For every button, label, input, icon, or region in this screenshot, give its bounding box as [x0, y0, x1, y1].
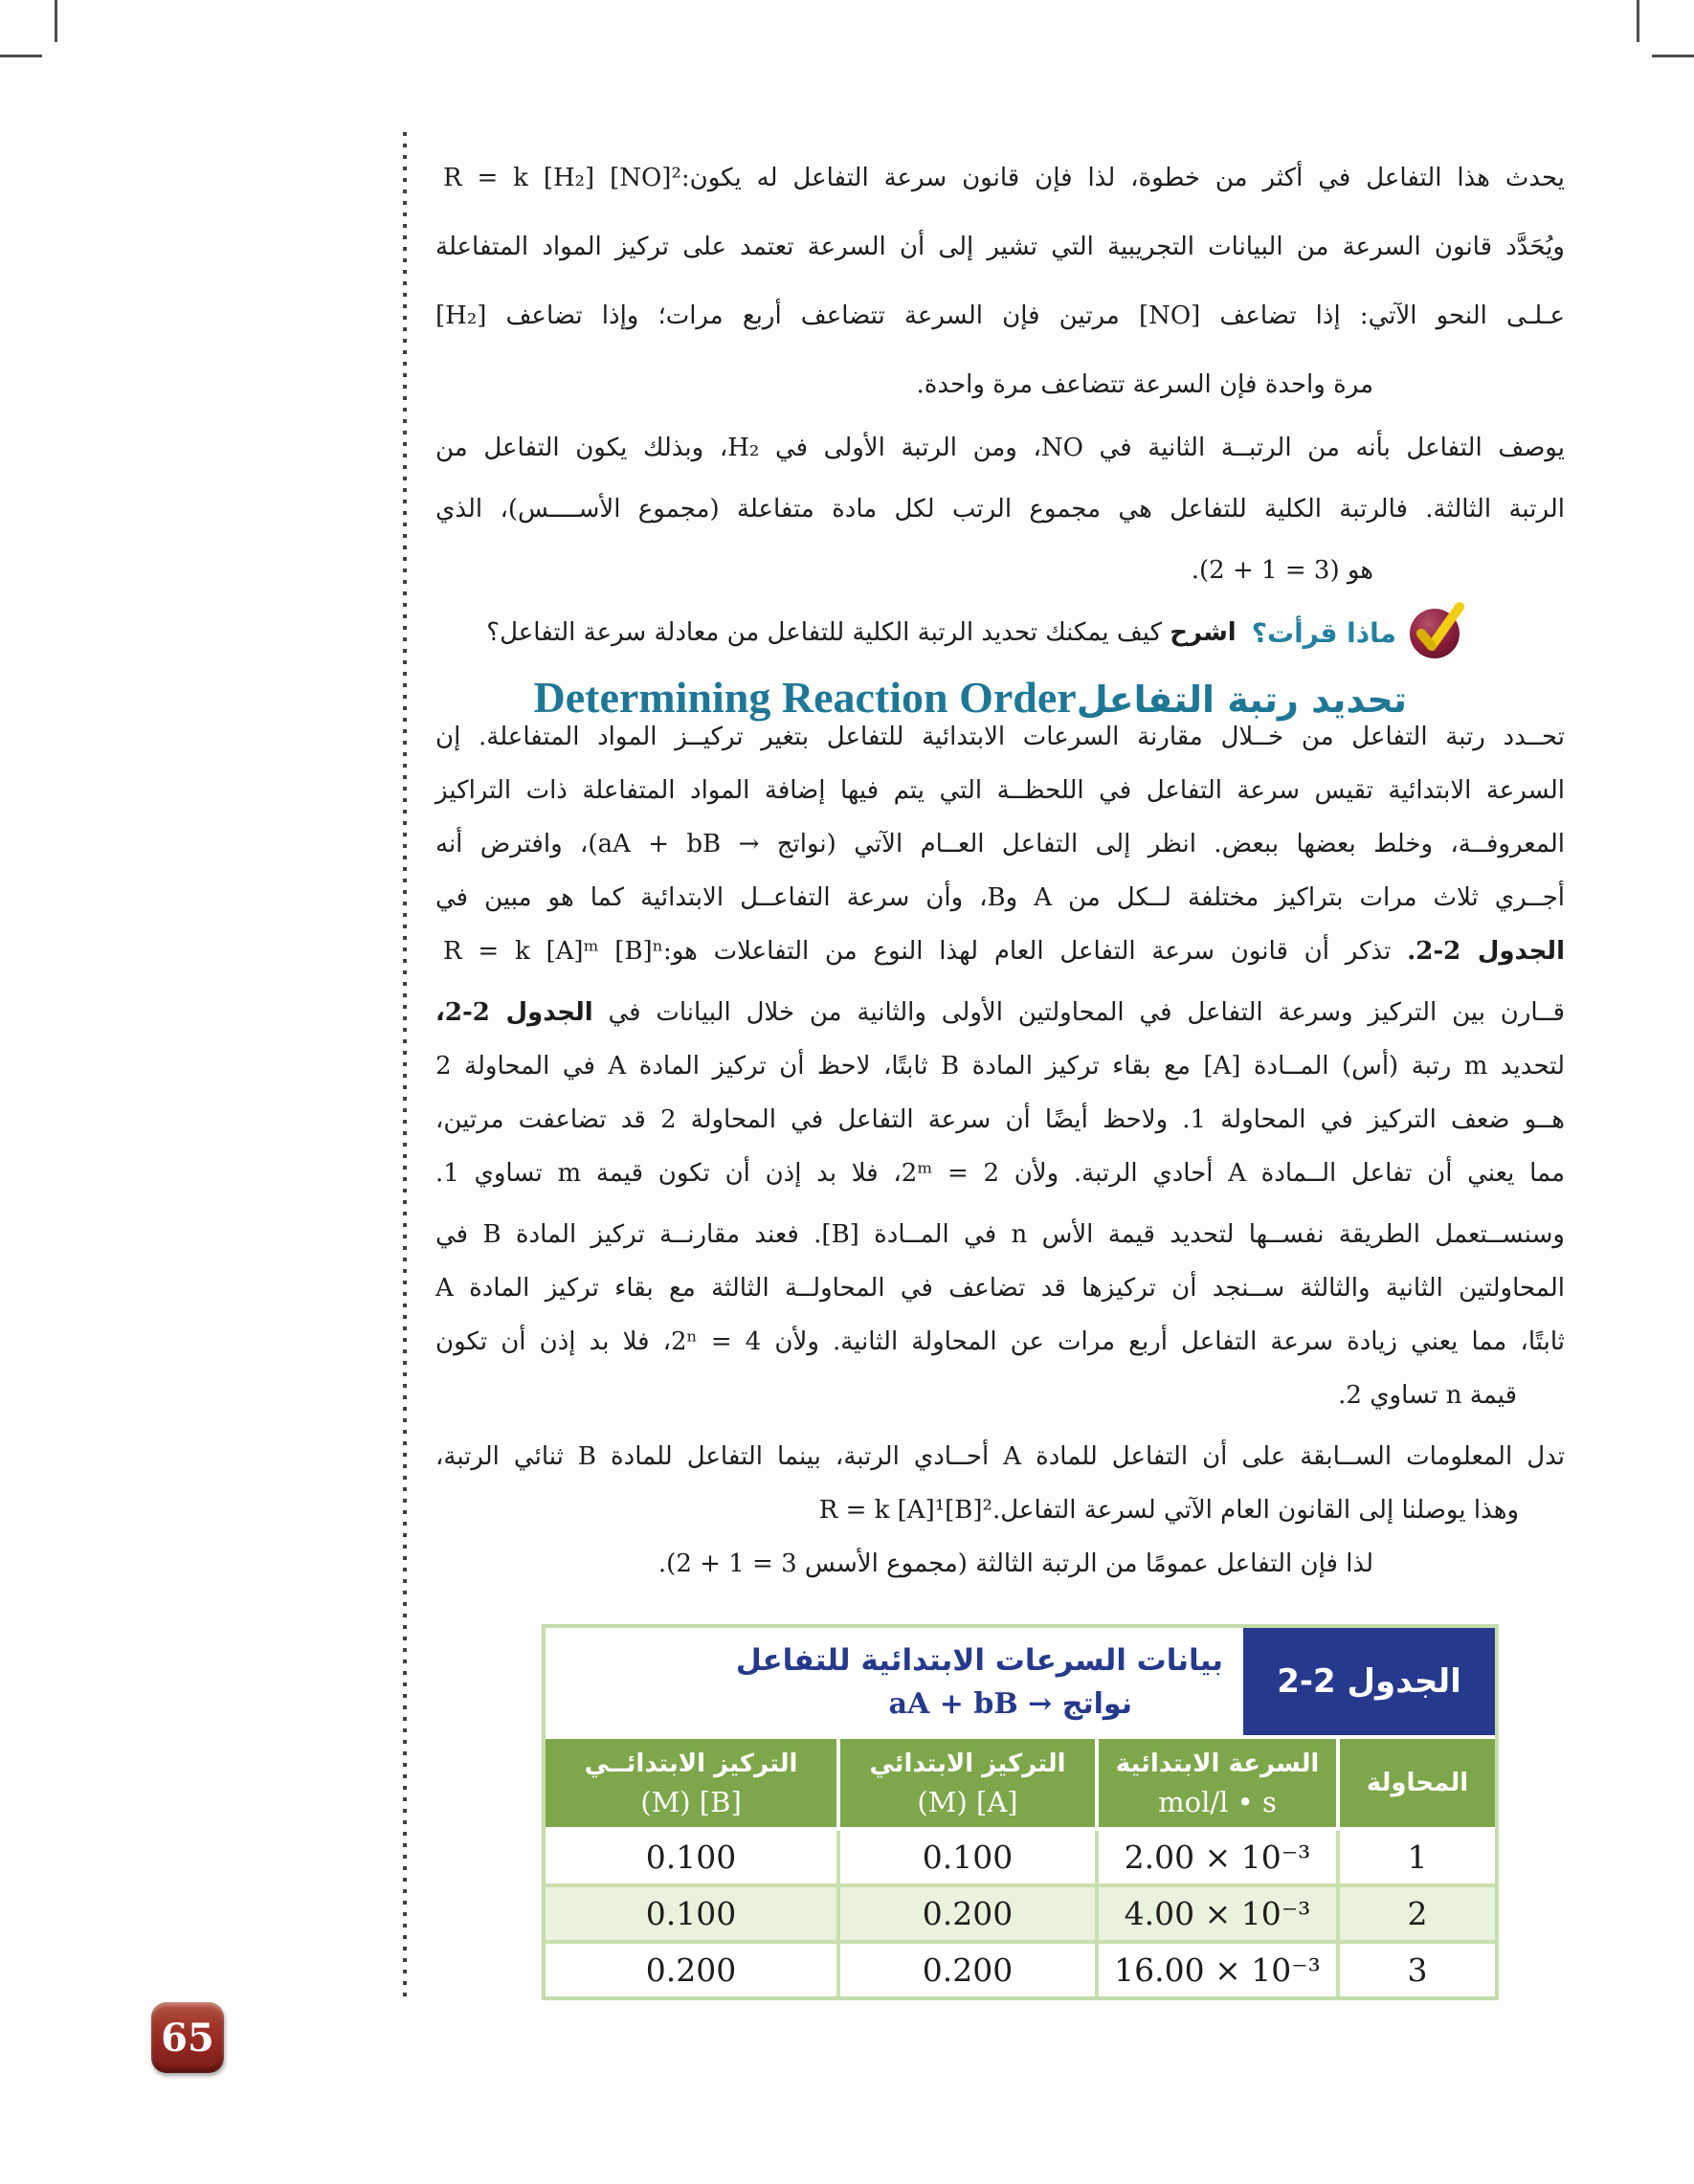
column-header-conc-a-units: [A] (M)	[917, 1786, 1018, 1818]
column-header-rate	[1099, 1739, 1336, 1827]
final-rate-law-formula: R = k [A]¹[B]²	[818, 1496, 992, 1525]
row2-trial: 2	[1340, 1887, 1495, 1940]
row3-conc-b: 0.200	[546, 1944, 836, 1996]
table-2-2	[542, 1624, 1499, 2000]
paragraph-4	[435, 986, 1565, 1200]
para5-line2: المحاولتين الثانية والثالثة ســنجد أن تركيزها قد تضاعف في المحاولــة الثالثة مع بقاء تركيز المادة A	[435, 1274, 1565, 1303]
crop-mark-top-left-vertical	[55, 0, 57, 42]
row3-conc-a: 0.200	[840, 1944, 1095, 1996]
row3-trial: 3	[1340, 1944, 1495, 1996]
para1-line1	[435, 144, 1565, 212]
column-header-conc-b	[546, 1739, 836, 1827]
para1-line3: عـلـى النحو الآتي: إذا تضاعف [NO] مرتين فإن السرعة تتضاعف أربع مرات؛ وإذا تضاعف [H₂]	[435, 301, 1565, 330]
row1-trial: 1	[1340, 1831, 1495, 1883]
para4-line4: مما يعني أن تفاعل الــمادة A أحادي الرتبة. ولأن 2 = 2ᵐ، فلا بد إذن أن تكون قيمة m تساوي 1.	[435, 1159, 1565, 1188]
para6-line2	[435, 1483, 1565, 1537]
para4-line2: لتحديد m رتبة (أس) المــادة [A] مع بقاء تركيز المادة B ثابتًا، لاحظ أن تركيز المادة A في المحاولة 2	[435, 1052, 1565, 1081]
row3-rate: 16.00 × 10⁻³	[1099, 1944, 1336, 1996]
para2-line3: هو (3 = 1 + 2).	[1191, 556, 1373, 585]
paragraph-3	[435, 710, 1565, 978]
column-header-conc-a-label: التركيز الابتدائي	[869, 1749, 1066, 1778]
table-title-arabic: بيانات السرعات الابتدائية للتفاعل	[735, 1643, 1223, 1678]
para4-line1	[435, 986, 1565, 1039]
para6-line2-text: وهذا يوصلنا إلى القانون العام الآتي لسرعة التفاعل.	[992, 1496, 1519, 1525]
section-heading-arabic: تحديد رتبة التفاعل	[1076, 679, 1407, 721]
table-title-equation: aA + bB → نواتج	[888, 1687, 1132, 1721]
para2-line2: الرتبة الثالثة. فالرتبة الكلية للتفاعل هي مجموع الرتب لكل مادة متفاعلة (مجموع الأســــس)، الذي	[435, 495, 1565, 524]
reading-check-label: ماذا قرأت؟	[1251, 616, 1396, 649]
rate-law-formula-no-h2: R = k [H₂] [NO]²	[443, 164, 681, 192]
paragraph-6	[435, 1430, 1565, 1591]
para3-line4: أجــري ثلاث مرات بتراكيز مختلفة لــكل من A وB، وأن سرعة التفاعــل الابتدائية كما هو مبين في	[435, 883, 1565, 912]
para1-line4: مرة واحدة فإن السرعة تتضاعف مرة واحدة.	[916, 370, 1373, 399]
checkmark-icon	[1410, 601, 1469, 660]
column-header-rate-label: السرعة الابتدائية	[1115, 1749, 1320, 1778]
crop-mark-top-right-vertical	[1637, 0, 1639, 42]
paragraph-5	[435, 1208, 1565, 1422]
row2-rate: 4.00 × 10⁻³	[1099, 1887, 1336, 1940]
row1-rate: 2.00 × 10⁻³	[1099, 1831, 1336, 1883]
column-header-trial	[1340, 1739, 1495, 1827]
dotted-margin-rule	[403, 132, 407, 2000]
para3-line1: تحــدد رتبة التفاعل من خــلال مقارنة السرعات الابتدائية للتفاعل بتغير تركيــز المواد المتفاعلة. إن	[435, 723, 1565, 751]
column-header-rate-units: mol/l • s	[1158, 1786, 1277, 1818]
reading-check-row	[435, 599, 1565, 666]
para3-line5-text: تذكر أن قانون سرعة التفاعل العام لهذا النوع من التفاعلات هو:	[662, 937, 1392, 966]
table-header-row	[546, 1739, 1495, 1827]
para2-line1: يوصف التفاعل بأنه من الرتبــة الثانية في NO، ومن الرتبة الأولى في H₂، وبذلك يكون التفاعل من	[435, 434, 1565, 462]
table-reference-bold: الجدول 2-2.	[1407, 937, 1565, 966]
para4-line3: هــو ضعف التركيز في المحاولة 1. ولاحظ أيضًا أن سرعة التفاعل في المحاولة 2 قد تضاعفت مرتين،	[435, 1105, 1566, 1134]
column-header-trial-label: المحاولة	[1366, 1769, 1469, 1797]
para5-line3: ثابتًا، مما يعني زيادة سرعة التفاعل أربع مرات عن المحاولة الثانية. ولأن 4 = 2ⁿ، فلا بد إذن أن تكون	[435, 1327, 1565, 1356]
reading-check-verb: اشرح	[1170, 618, 1237, 647]
para3-line3: المعروفــة، وخلط بعضها ببعض. انظر إلى التفاعل العــام الآتي (⁦aA + bB → نواتج⁩)، وافترض أنه	[435, 830, 1566, 858]
table-reference-bold-2: الجدول 2-2،	[435, 998, 593, 1027]
row1-conc-a: 0.100	[840, 1831, 1095, 1883]
row1-conc-b: 0.100	[546, 1831, 836, 1883]
para3-line2: السرعة الابتدائية تقيس سرعة التفاعل في اللحظــة التي يتم فيها إضافة المواد المتفاعلة ذات التراكيز	[435, 776, 1565, 805]
table-body	[546, 1831, 1495, 1996]
para4-line1-text: قــارن بين التركيز وسرعة التفاعل في المحاولتين الأولى والثانية من خلال البيانات في	[608, 998, 1566, 1027]
column-header-conc-b-units: [B] (M)	[640, 1786, 742, 1818]
paragraph-1	[435, 144, 1565, 419]
row2-conc-a: 0.200	[840, 1887, 1095, 1940]
crop-mark-top-left-horizontal	[0, 55, 42, 57]
para3-line5	[435, 925, 1565, 978]
column-header-conc-a	[840, 1739, 1095, 1827]
crop-mark-top-right-horizontal	[1652, 55, 1694, 57]
para6-line3: لذا فإن التفاعل عمومًا من الرتبة الثالثة (مجموع الأسس 3 = 1 + 2).	[658, 1549, 1373, 1578]
reading-check-question	[486, 618, 1236, 647]
table-number-badge: الجدول 2-2	[1238, 1628, 1495, 1735]
reading-check-question-text: كيف يمكنك تحديد الرتبة الكلية للتفاعل من معادلة سرعة التفاعل؟	[486, 618, 1163, 647]
section-heading-english: Determining Reaction Order	[533, 673, 1077, 722]
para1-line2: ويُحَدَّد قانون السرعة من البيانات التجريبية التي تشير إلى أن السرعة تعتمد على تركيز المواد المتفاعلة	[435, 233, 1565, 261]
para1-line1-text: يحدث هذا التفاعل في أكثر من خطوة، لذا فإن قانون سرعة التفاعل له يكون:	[680, 164, 1565, 192]
paragraph-2	[435, 417, 1565, 601]
page-number-badge: 65	[151, 2002, 224, 2073]
para5-line1: وسنســتعمل الطريقة نفســها لتحديد قيمة الأس n في المــادة [B]. فعند مقارنــة تركيز المادة B في	[435, 1220, 1565, 1249]
para5-line4: قيمة n تساوي 2.	[1338, 1381, 1517, 1410]
row2-conc-b: 0.100	[546, 1887, 836, 1940]
para6-line1: تدل المعلومات الســابقة على أن التفاعل للمادة A أحــادي الرتبة، بينما التفاعل للمادة B ثنائي الرتبة،	[435, 1442, 1565, 1471]
table-title	[546, 1628, 1238, 1735]
general-rate-law-formula: R = k [A]ᵐ [B]ⁿ	[443, 937, 663, 966]
table-title-row	[546, 1628, 1495, 1735]
column-header-conc-b-label: التركيز الابتدائــي	[584, 1749, 798, 1778]
